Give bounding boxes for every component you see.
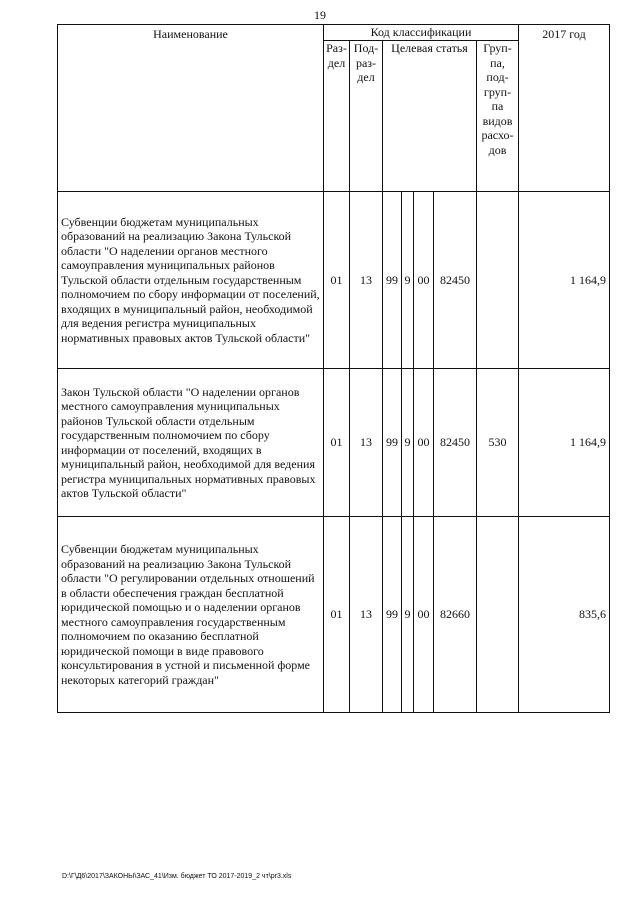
row-group — [477, 192, 519, 369]
row-name: Субвенции бюджетам муниципальных образований на реализацию Закона Тульской области "О регулировании отдельных отношений в области обеспечения граждан бесплатной юридической помощью и о наделении органов местного самоуправления государственным полномочием по оказанию бесплатной юридической помощи в виде правового консультирования в устной и письменной форме некоторых категорий граждан" — [58, 517, 324, 713]
header-year: 2017 год — [519, 25, 610, 192]
row-target-1: 99 — [383, 192, 402, 369]
header-section: Раз- дел — [324, 41, 350, 192]
row-target-2: 9 — [402, 192, 414, 369]
header-row-1 — [58, 25, 610, 41]
row-target-1: 99 — [383, 369, 402, 517]
row-target-2: 9 — [402, 517, 414, 713]
row-target-2: 9 — [402, 369, 414, 517]
page-number: 19 — [314, 8, 326, 22]
row-target-3: 00 — [414, 517, 434, 713]
header-subsection: Под- раз- дел — [350, 41, 383, 192]
budget-table — [57, 24, 610, 713]
row-group — [477, 517, 519, 713]
header-code-group: Код классификации — [324, 25, 519, 41]
row-name: Закон Тульской области "О наделении органов местного самоуправления муниципальных районов Тульской области отдельным государственным полномочием по сбору информации от поселений, входящих в муниципальный район, необходимой для ведения регистра муниципальных нормативных правовых актов Тульской области" — [58, 369, 324, 517]
row-amount: 1 164,9 — [519, 192, 610, 369]
row-name: Субвенции бюджетам муниципальных образований на реализацию Закона Тульской области "О наделении органов местного самоуправления муниципальных районов Тульской области отдельным государственным полномочием по сбору информации от поселений, входящих в муниципальный район, необходимой для ведения регистра муниципальных нормативных правовых актов Тульской области" — [58, 192, 324, 369]
row-section: 01 — [324, 192, 350, 369]
row-target-1: 99 — [383, 517, 402, 713]
row-subsection: 13 — [350, 369, 383, 517]
header-expense-group: Груп- па, под- груп- па видов расхо- дов — [477, 41, 519, 192]
footer-file-path: D:\Г\Д6\2017\ЗАКОНЫ\ЗАС_41\Изм. бюджет ТО 2017-2019_2 чт\pr3.xls — [62, 873, 292, 880]
row-section: 01 — [324, 517, 350, 713]
table-row — [58, 517, 610, 713]
row-subsection: 13 — [350, 192, 383, 369]
row-target-4: 82450 — [434, 192, 477, 369]
row-subsection: 13 — [350, 517, 383, 713]
row-section: 01 — [324, 369, 350, 517]
header-target-article: Целевая статья — [383, 41, 477, 192]
row-amount: 835,6 — [519, 517, 610, 713]
row-target-3: 00 — [414, 369, 434, 517]
table-row — [58, 192, 610, 369]
row-target-3: 00 — [414, 192, 434, 369]
row-target-4: 82660 — [434, 517, 477, 713]
row-target-4: 82450 — [434, 369, 477, 517]
row-group: 530 — [477, 369, 519, 517]
table-row — [58, 369, 610, 517]
row-amount: 1 164,9 — [519, 369, 610, 517]
header-name: Наименование — [58, 25, 324, 192]
